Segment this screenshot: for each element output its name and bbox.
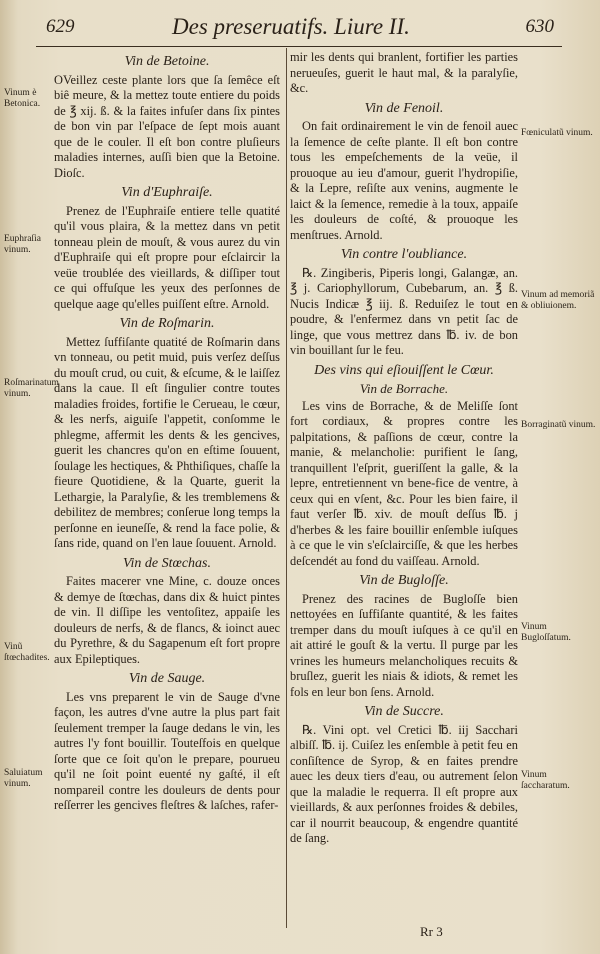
section-text: Mettez ſuffiſante quatité de Roſmarin dans vn tonneau, ou petit muid, puis verſez deſſus du mouſt crud, ou cuit, & eſcume, & le laiſſez dans la caue. Il eſt ſingulier contre toutes maladies froides, fortifie le Cerueau, le cœur, & les nerfs, aiguiſe l'appetit, conſomme le phlegme, affermit les dents & les gencives, guerit les chancres qu'on en eſtime ſouuent, ſoulage les hectiques, & Phthiſiques, chaſſe la fieure Quotidiene, & la Quarte, guerit la Lethargie, la Paralyſie, & les tremblemens & debilitez de membres; conſerue long temps la perſonne en ieuneſſe, & rend la face polie, & ſans ride, quand on l'en laue ſouuent. Arnold. bbox=[54, 334, 280, 550]
section-subtitle: Vin de Borrache. bbox=[359, 381, 449, 396]
signature-mark: Rr 3 bbox=[420, 924, 443, 939]
section-text: Les vns preparent le vin de Sauge d'vne façon, les autres d'vne autre la plus part fait ſeulement tremper la ſauge dedans le vin, les autres l'y font bouillir. Touteſfois en quelque ſorte que ce ſoit qu'on le prepare, pourueu qu'il ne ſoit point euenté ny gaſté, il eſt nompareil contre les douleurs de dents pour reſſerrer les gencives fleſtres & laſches, rafer- bbox=[54, 689, 280, 812]
section-title: Vin de Sauge. bbox=[128, 671, 206, 686]
section-text: mir les dents qui branlent, fortifier les parties nerueuſes, guerit le haut mal, & la paralyſie, &c. bbox=[290, 50, 518, 95]
section-title: Vin de Fenoil. bbox=[364, 100, 444, 116]
margin-note-borrache: Borraginatũ vinum. bbox=[521, 420, 596, 430]
margin-note-euphraise: Euphraſia vinum. bbox=[4, 234, 41, 255]
section-text: Faites macerer vne Mine, c. douze onces & demye de ſtœchas, dans dix & huict pintes de vin. Il diſſipe les ventoſitez, appaiſe les douleurs de nerfs, & de flancs, & ioinct auec du Pyrethre, & du Sagapenum eſt fort propre aux Epileptiques. bbox=[54, 574, 280, 666]
margin-note-sauge: Saluiatum vinum. bbox=[4, 768, 43, 789]
section-text: Prenez des racines de Bugloſſe bien nettoyées en ſuffiſante quantité, & les faites tremper dans du mouſt iuſques à ce qu'il en ait attiré le gouſt & la vertu. Il purge par les vrines les humeurs melancholiques recuits & bruſlez, guerit les niais & idiots, & remet les fols en leur bon ſens. Arnold. bbox=[290, 591, 518, 699]
running-header bbox=[0, 14, 600, 44]
section-title: Vin de Succre. bbox=[364, 704, 444, 719]
section-text: ℞. Zingiberis, Piperis longi, Galangæ, an. ℥ j. Cariophyllorum, Cubebarum, an. ℥ ß. Nucis Indicæ ℥ iij. ß. Reduiſez le tout en poudre, & l'enfermez dans vn petit ſac de linge, que vous mettrez dans ℔. iv. de bon vin bouillant ſur le feu. bbox=[290, 265, 518, 357]
section-text: ℞. Vini opt. vel Cretici ℔. iij Sacchari albiſſ. ℔. ij. Cuiſez les enſemble à petit feu en conſiſtence de Syrop, & en faites prendre auec les deux tiers d'eau, ou autrement ſelon que la maladie le requerra. Il eſt propre aux vieillards, & aux perſonnes froides & debiles, car il nourrit beaucoup, & engendre quantité de ſang. bbox=[290, 722, 518, 845]
header-rule bbox=[36, 46, 562, 47]
right-column bbox=[290, 50, 518, 847]
margin-note-fenoil: Fœniculatũ vinum. bbox=[521, 128, 593, 138]
column-divider bbox=[286, 48, 287, 928]
section-title: Vin de Bugloſſe. bbox=[359, 573, 449, 588]
section-text: Les vins de Borrache, & de Meliſſe ſont fort cordiaux, & propres contre les palpitations, & paſſions de cœur, contre la manie, & melancholie: purifient le ſang, tranquillent l'eſprit, gueriſſent la galle, & la lepre, entretiennent vn bene-fice de ventre, à ceux qui en vſent, &c. Pour les bien faire, il faut verſer ℔. xiv. de mouſt deſſus ℔. j d'herbes & les faire bouillir enſemble iuſques à ce que le vin s'eſclairciſſe, & que les herbes deſcendét au fond du vaiſſeau. Arnold. bbox=[290, 398, 518, 568]
page-number-left: 629 bbox=[46, 16, 75, 37]
section-title: Des vins qui eſiouiſſent le Cœur. bbox=[314, 362, 494, 378]
section-title: Vin de Stœchas. bbox=[122, 555, 211, 571]
section-text: On fait ordinairement le vin de fenoil auec la ſemence de ceſte plante. Il eſt bon contre tous les empeſchements de la veüe, il prouoque au ieu d'amour, guerit l'hydropiſie, & la Lepre, reſiſte aux venins, augmente le laict & la ſemence, remedie à la toux, appaiſe les douleurs de coſté, & prouoque les menſtrues. Arnold. bbox=[290, 119, 518, 242]
section-title: Vin de Roſmarin. bbox=[119, 316, 215, 331]
margin-note-buglosse: Vinum Bugloſſatum. bbox=[521, 622, 571, 643]
running-title: Des preseruatifs. Liure II. bbox=[172, 14, 410, 39]
section-title: Vin de Betoine. bbox=[124, 54, 210, 69]
left-column bbox=[54, 50, 280, 814]
section-text: Prenez de l'Euphraiſe entiere telle quatité qu'il vous plaira, & la mettez dans vn petit tonneau plein de mouſt, & vous aurez du vin d'Euphraiſe qui eſt propre pour eſclaircir la veüe troublée des vieillards, & diſſiper tout ce qui offuſque les yeux des perſonnes de quelque aage qu'elles puiſſent eſtre. Arnold. bbox=[54, 203, 280, 311]
page-number-right: 630 bbox=[525, 16, 554, 37]
section-title: Vin d'Euphraiſe. bbox=[121, 185, 213, 200]
section-text: OVeillez ceste plante lors que ſa ſemêce eſt biê meure, & la mettez toute entiere du poids de ℥ xij. ß. & la faites infuſer dans ſix pintes de bon vin par l'eſpace de ſept mois auant que de le couler. Il eſt bon contre pluſieurs maladies internes, auſſi bien que la Betoine. Dioſc. bbox=[54, 72, 280, 180]
margin-note-betoine: Vinum è Betonica. bbox=[4, 88, 41, 109]
margin-note-stoechas: Vinũ ſtœchadites. bbox=[4, 642, 50, 663]
section-title: Vin contre l'oubliance. bbox=[340, 247, 468, 262]
margin-note-succre: Vinum ſaccharatum. bbox=[521, 770, 570, 791]
margin-note-oubliance: Vinum ad memoriã & obliuionem. bbox=[521, 290, 595, 311]
margin-note-rosmarin: Roſmarinatum vinum. bbox=[4, 378, 59, 399]
